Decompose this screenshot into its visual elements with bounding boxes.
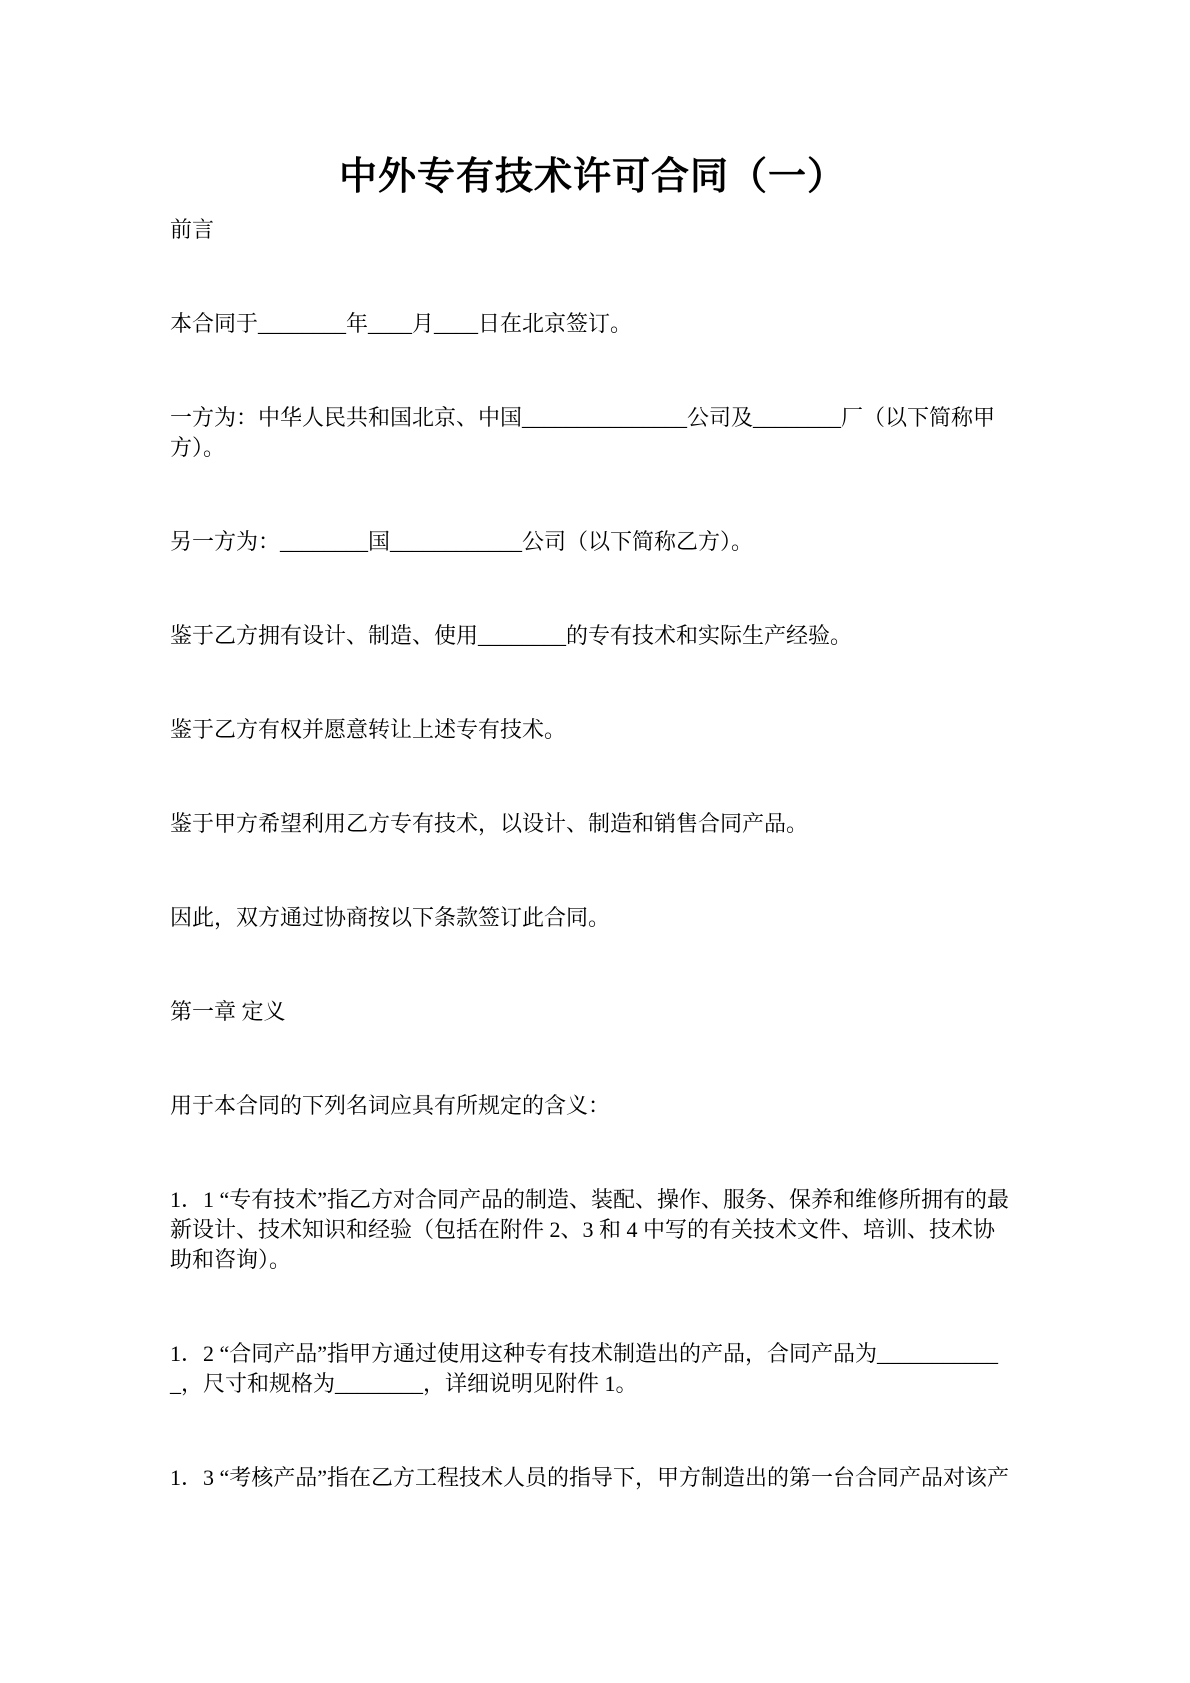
party-b-line: 另一方为：________国____________公司（以下简称乙方）。 [170, 529, 754, 554]
clause-1-1: 1．1 “专有技术”指乙方对合同产品的制造、装配、操作、服务、保养和维修所拥有的最新设计、技术知识和经验（包括在附件 2、3 和 4 中写的有关技术文件、培训、技术协助和咨询）。 [170, 1187, 1010, 1272]
definitions-intro-line: 用于本合同的下列名词应具有所规定的含义： [170, 1093, 611, 1118]
clause-1-3: 1．3 “考核产品”指在乙方工程技术人员的指导下，甲方制造出的第一台合同产品对该产 [170, 1465, 1010, 1490]
signing-date-line: 本合同于________年____月____日在北京签订。 [170, 311, 633, 336]
whereas-a-wishes-line: 鉴于甲方希望利用乙方专有技术，以设计、制造和销售合同产品。 [170, 811, 809, 836]
document-title: 中外专有技术许可合同（一） [338, 156, 846, 198]
party-a-line: 一方为：中华人民共和国北京、中国_______________公司及________厂（以下简称甲方）。 [170, 405, 996, 460]
preface-heading: 前言 [170, 217, 215, 242]
clause-1-2: 1．2 “合同产品”指甲方通过使用这种专有技术制造出的产品，合同产品为____________，尺寸和规格为________，详细说明见附件 1。 [170, 1341, 999, 1396]
chapter1-heading: 第一章 定义 [170, 999, 286, 1024]
therefore-line: 因此，双方通过协商按以下条款签订此合同。 [170, 905, 611, 930]
whereas-b-willing-line: 鉴于乙方有权并愿意转让上述专有技术。 [170, 717, 567, 742]
whereas-b-owns-line: 鉴于乙方拥有设计、制造、使用________的专有技术和实际生产经验。 [170, 623, 853, 648]
